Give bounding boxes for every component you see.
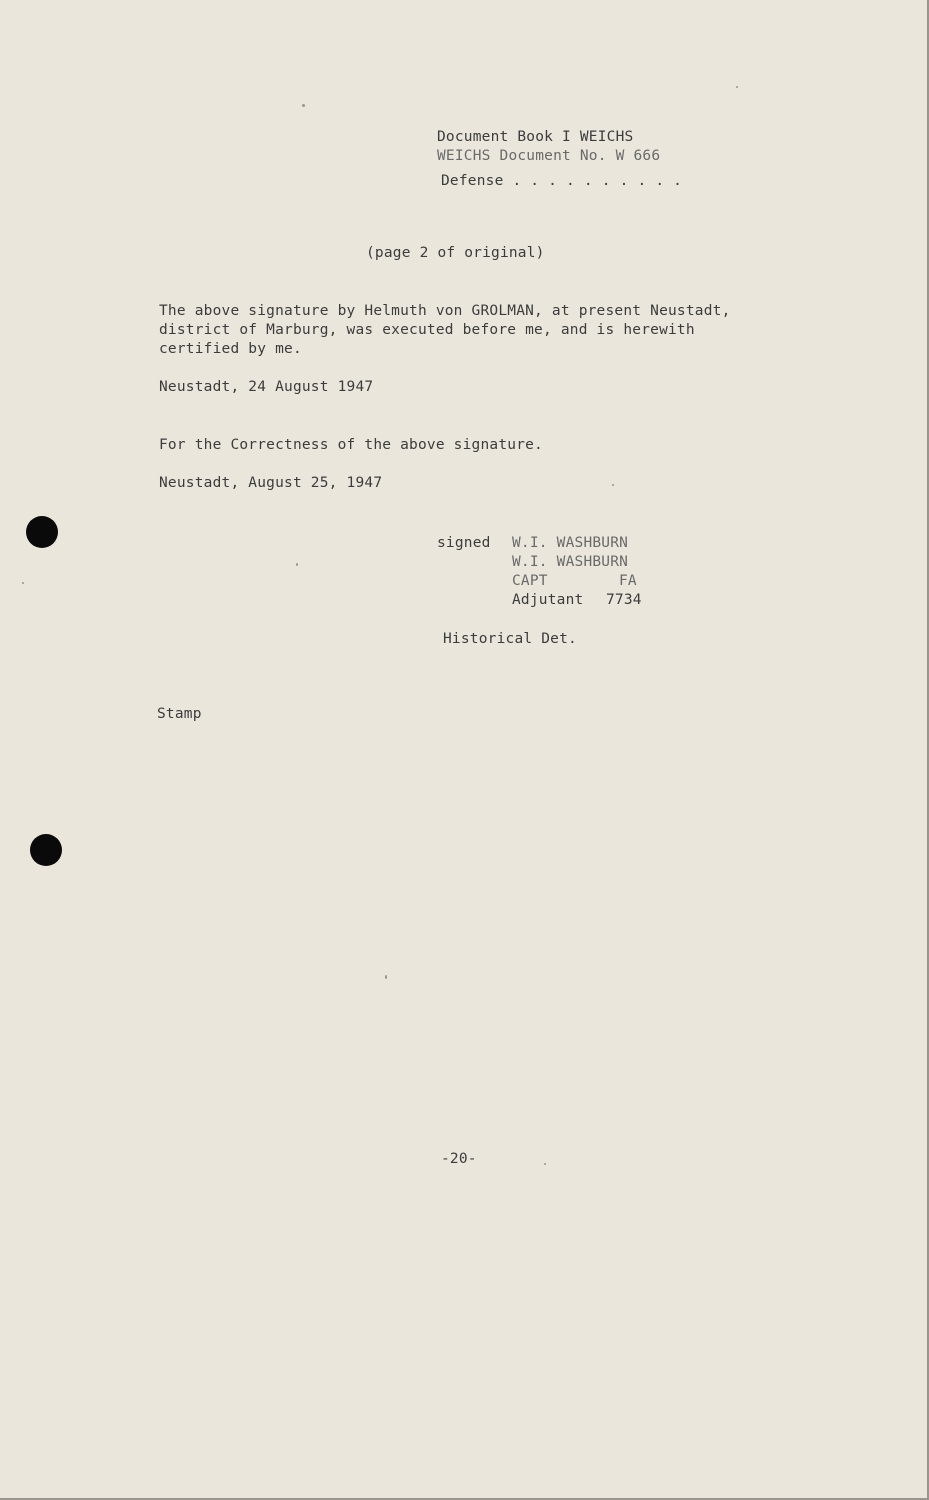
- punch-hole-top: [26, 516, 58, 548]
- header-document-number: WEICHS Document No. W 666: [437, 148, 661, 164]
- signature-rank: CAPT: [512, 573, 548, 589]
- signature-unit: Historical Det.: [443, 631, 577, 647]
- paragraph-line-3: certified by me.: [159, 341, 302, 357]
- signature-name-2: W.I. WASHBURN: [512, 554, 629, 570]
- paper-speck: [612, 484, 614, 486]
- header-document-book: Document Book I WEICHS: [437, 129, 634, 145]
- date-line-2: Neustadt, August 25, 1947: [159, 475, 383, 491]
- page-number: -20-: [441, 1151, 477, 1167]
- paper-speck: [22, 582, 24, 584]
- paragraph-line-2: district of Marburg, was executed before me, and is herewith: [159, 322, 695, 338]
- page-note: (page 2 of original): [366, 245, 545, 261]
- paper-speck: [736, 86, 738, 88]
- date-line-1: Neustadt, 24 August 1947: [159, 379, 374, 395]
- paper-speck: [296, 563, 298, 566]
- signature-name-1: W.I. WASHBURN: [512, 535, 629, 551]
- paragraph-line-1: The above signature by Helmuth von GROLMAN, at present Neustadt,: [159, 303, 731, 319]
- stamp-label: Stamp: [157, 706, 202, 722]
- paper-speck: [302, 104, 305, 107]
- signature-branch: FA: [619, 573, 637, 589]
- signed-label: signed: [437, 535, 491, 551]
- signature-number: 7734: [606, 592, 642, 608]
- paper-speck: [385, 975, 387, 979]
- signature-title: Adjutant: [512, 592, 584, 608]
- punch-hole-bottom: [30, 834, 62, 866]
- correctness-line: For the Correctness of the above signature.: [159, 437, 543, 453]
- paper-speck: [544, 1163, 546, 1165]
- header-defense: Defense . . . . . . . . . .: [441, 173, 683, 189]
